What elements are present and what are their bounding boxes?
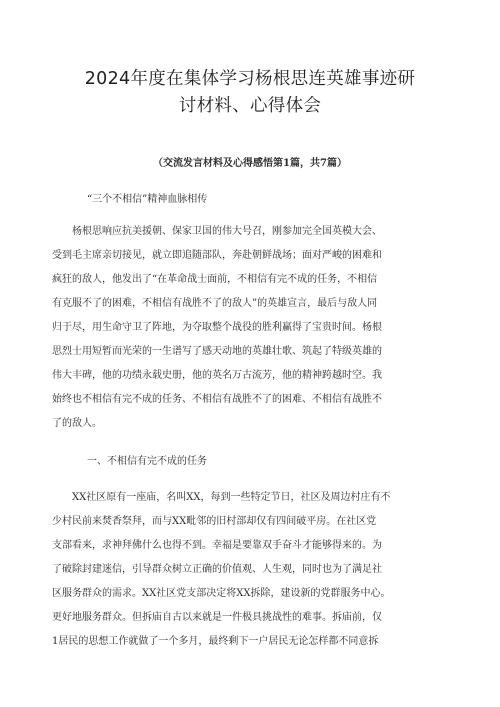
paragraph-line: 了的敌人。	[52, 418, 102, 429]
section-heading-1: “三个不相信”精神血脉相传	[87, 194, 208, 205]
paragraph-line: 始终也不相信有完不成的任务、不相信有战胜不了的困难、不相信有战胜不	[52, 394, 382, 405]
document-subtitle: （交流发言材料及心得感悟第1篇，共7篇）	[153, 158, 347, 169]
paragraph-line: 支部看来，求神拜佛什么也得不到。幸福是要靠双手奋斗才能够得来的。为	[52, 540, 382, 551]
title-line-2: 讨材料、心得体会	[178, 96, 322, 116]
paragraph-line: 区服务群众的需求。XX社区党支部决定将XX拆除，建设新的党群服务中心。	[52, 588, 391, 599]
paragraph-line: 伟大丰碑，他的功绩永载史册，他的英名万古流芳，他的精神跨越时空。我	[52, 370, 382, 381]
paragraph-line: 少村民前来焚香祭拜，而与XX毗邻的旧村部却仅有四间破平房。在社区党	[52, 516, 377, 527]
paragraph-line: 了破除封建迷信，引导群众树立正确的价值观、人生观，同时也为了满足社	[52, 564, 382, 575]
paragraph-line: 归于尽，用生命守卫了阵地，为夺取整个战役的胜利赢得了宝贵时间。杨根	[52, 322, 382, 333]
paragraph-1	[52, 220, 448, 436]
paragraph-line: 1居民的思想工作就做了一个多月，最终剩下一户居民无论怎样都不同意拆	[52, 636, 379, 647]
document-title	[52, 66, 448, 120]
paragraph-2	[52, 486, 448, 654]
paragraph-line: 更好地服务群众。但拆庙自古以来就是一件极具挑战性的难事。拆庙前，仅	[52, 612, 382, 623]
paragraph-line: 有克服不了的困难，不相信有战胜不了的敌人”的英雄宣言，最后与敌人同	[52, 298, 378, 309]
paragraph-line: 疯狂的敌人，他发出了“在革命战士面前，不相信有完不成的任务，不相信	[52, 274, 378, 285]
paragraph-line: 受到毛主席亲切接见，就立即追随部队，奔赴朝鲜战场；面对严峻的困难和	[52, 250, 382, 261]
paragraph-line: XX社区原有一座庙，名叫XX，每到一些特定节日，社区及周边村庄有不	[72, 492, 391, 503]
section-heading-2: 一、不相信有完不成的任务	[87, 456, 207, 467]
paragraph-line: 思烈士用短暂而光荣的一生谱写了感天动地的英雄壮歌、筑起了特级英雄的	[52, 346, 382, 357]
title-line-1: 2024年度在集体学习杨根思连英雄事迹研	[84, 69, 416, 89]
paragraph-line: 杨根思响应抗美援朝、保家卫国的伟大号召，刚参加完全国英模大会、	[72, 226, 382, 237]
